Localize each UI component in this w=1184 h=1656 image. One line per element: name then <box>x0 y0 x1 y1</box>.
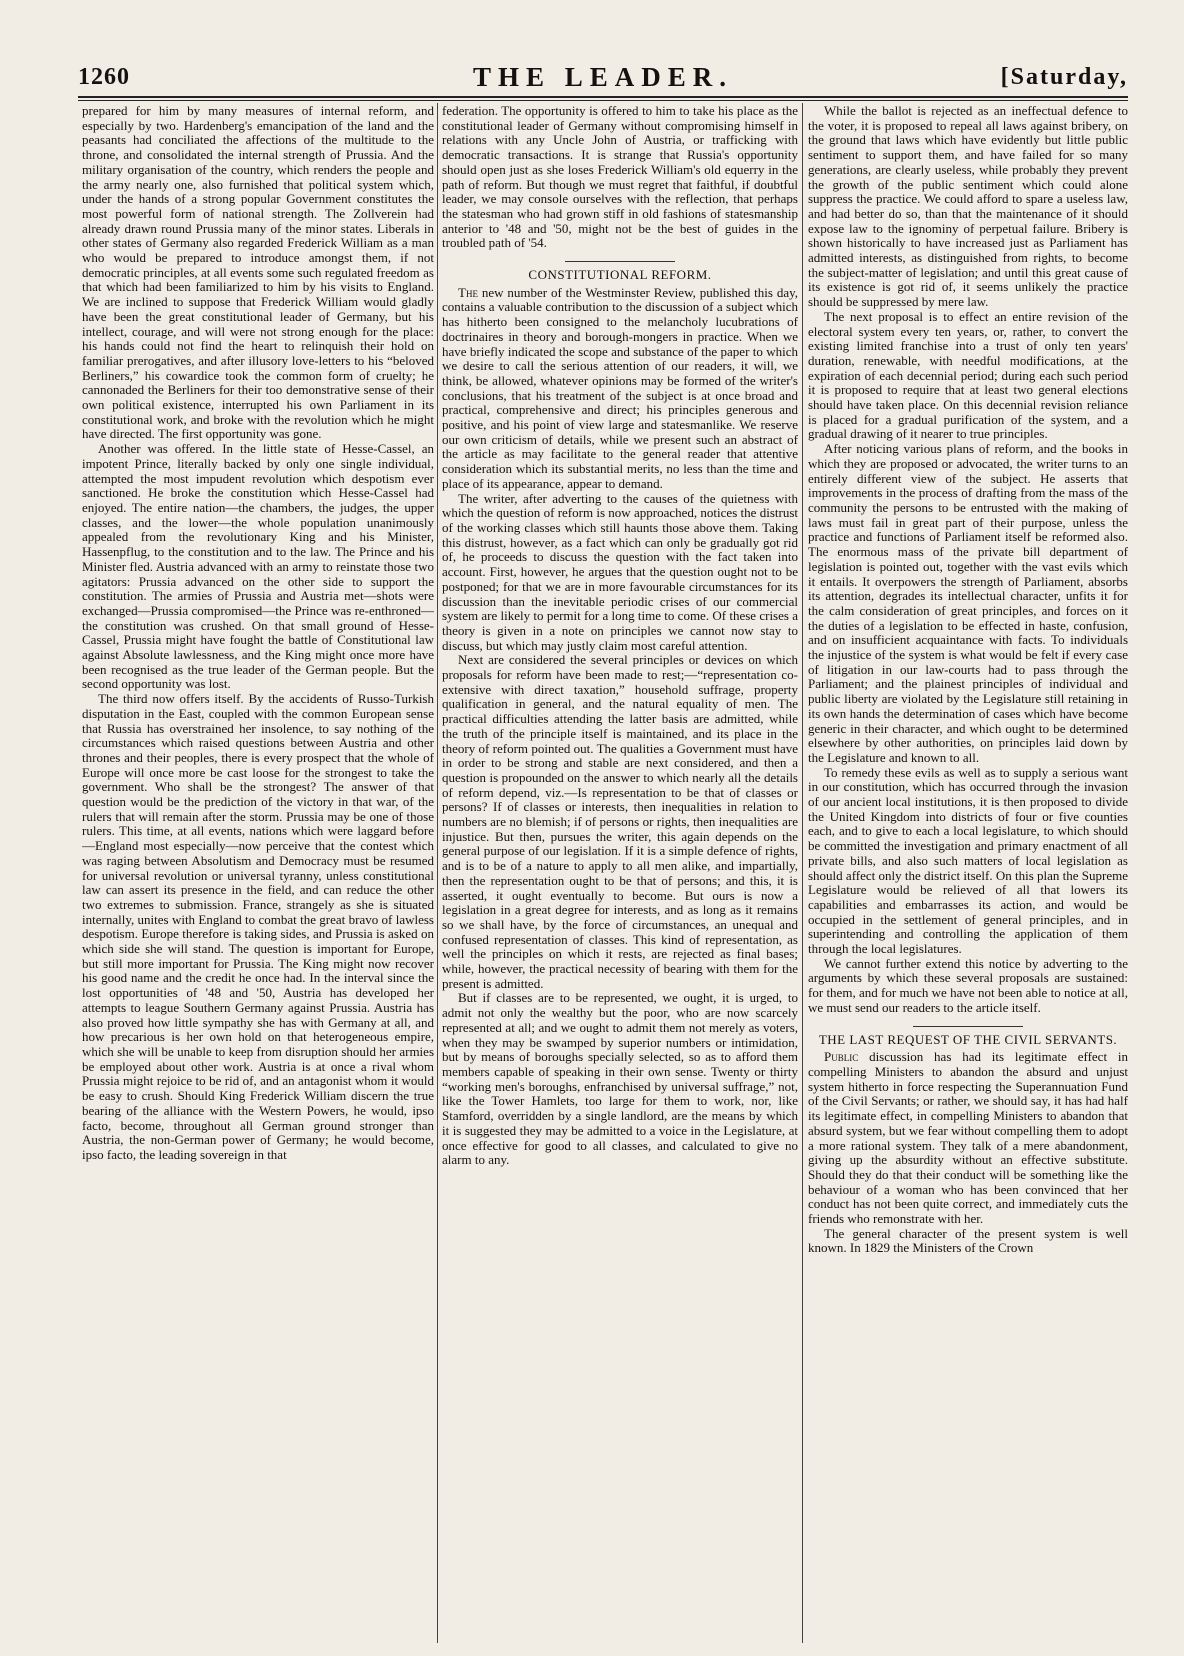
header-rule <box>78 96 1128 98</box>
masthead-title: THE LEADER. <box>472 62 734 92</box>
column-divider <box>437 103 438 1643</box>
paragraph: discussion has had its legitimate effect in compelling Ministers to abandon the absurd and unjust system hitherto in force respecting the Superannuation Fund of the Civil Servants; or rather, we should say, it has had half its legitimate effect, in compelling Ministers to abandon that absurd system, but we fear without compelling them to adopt a more rational system. They talk of a mere abandonment, giving up the absurdity without an effective substitute. Should they do that their conduct will be something like the behaviour of a woman who has been convinced that her conduct has not been quite correct, and immediately cuts the friends who remonstrate with her. <box>808 1049 1128 1227</box>
paragraph: After noticing various plans of reform, and the books in which they are proposed or advocated, the writer turns to an entirely different view of the subject. He asserts that improvements in the process of drafting from the mass of the community the persons to be entrusted with the making of laws must fail in great part of their purpose, unless the practice and functions of Parliament itself be reformed also. The enormous mass of the private bill department of legislation is pointed out, together with the vast evils which it entails. It overpowers the strength of Parliament, absorbs its attention, degrades its intellectual character, unfits it for the calm consideration of great principles, and forces on it the duties of a legislation to be effected in haste, confusion, and on insufficient acquaintance with facts. To individuals the injustice of the system is what would be felt if every case of litigation in our law-courts had to pass through the Parliament; and the plainest principles of individual and public liberty are violated by the Legislature still retaining in its own hands the determination of cases which have become generic in their character, and which ought to be determined elsewhere by other authorities, on principles laid down by the Legislature and known to all. <box>808 441 1128 765</box>
section-divider <box>913 1026 1023 1027</box>
paragraph: The third now offers itself. By the accidents of Russo-Turkish disputation in the East, coupled with the common European sense that Russia has overstrained her insolence, to say nothing of the circumstances which raised questions between Austria and other thrones and their peoples, there is every prospect that the whole of Europe will once more be cast loose for the strongest to take the government. Who shall be the strongest? The answer of that question would be the prediction of the victory in that war, of the rulers that will remain after the storm. Prussia may be one of those rulers. This time, at all events, nations which were laggard before—England most especially—now perceive that the contest which was raging between Absolutism and Democracy must be resumed for universal revolution or universal tyranny, unless constitutional law can assert its presence in the field, and can reduce the other two extremes to submission. France, strangely as she is situated internally, unites with England to combat the great bravo of lawless despotism. Europe therefore is taking sides, and Prussia is asked on which side she will stand. The question is important for Europe, but still more important for Prussia. The King might now recover his good name and the credit he once had. In the interval since the lost opportunities of '48 and '50, Austria has developed her attempts to league Southern Germany against Prussia. Austria has also proved how little sympathy she has with Germany at all, and how precarious is her own hold on that heterogeneous empire, which she will be unable to keep from disruption should her armies be employed about other work. Austria is at once a rival whom Prussia might rejoice to be rid of, and an antagonist whom it would be easy to crush. Should King Frederick William discern the true bearing of the alliance with the Western Powers, he would, ipso facto, become, throughout all German ground stronger than Austria, the non-German power of Germany; he would become, ipso facto, the leading sovereign in that <box>82 691 434 1162</box>
column-3 <box>808 104 1128 1644</box>
lead-word: Public <box>824 1049 859 1065</box>
paragraph: federation. The opportunity is offered to him to take his place as the constitutional leader of Germany without compromising himself in relations with any Uncle John of Austria, or trafficking with democratic transactions. It is strange that Russia's opportunity should open just as she loses Frederick William's old equerry in the path of reform. But though we must regret that faithful, if doubtful leader, we may console ourselves with the reflection, that perhaps the statesman who had grown stiff in old fashions of statesmanship anterior to '48 and '50, might not be the best of guides in the troubled path of '54. <box>442 104 798 251</box>
paragraph: new number of the Westminster Review, published this day, contains a valuable contribution to the discussion of a subject which has hitherto been consigned to the melancholy lucubrations of doctrinaires in theory and borough-mongers in practice. When we have briefly indicated the scope and substance of the paper to which we desire to call the serious attention of our readers, it will, we think, be allowed, whatever opinions may be formed of the writer's conclusions, that his treatment of the subject is at once broad and practical, comprehensive and direct; his principles generous and positive, and his point of view large and statesmanlike. We reserve our own criticism of details, while we present such an abstract of the article as may facilitate to the general reader that attentive consideration which its substantial merits, no less than the time and place of its appearance, appear to demand. <box>442 284 798 491</box>
paragraph: But if classes are to be represented, we ought, it is urged, to admit not only the wealthy but the poor, who are now scarcely represented at all; and we ought to admit them not merely as voters, when they may be swamped by superior numbers or intimidation, but by means of boroughs specially selected, so as to afford them members capable of speaking in their own sense. Twenty or thirty “working men's boroughs, enfranchised by universal suffrage,” not, like the Tower Hamlets, too large for them to work, nor, like Stamford, overridden by a single landlord, are the means by which it is suggested they may be admitted to a voice in the Legislature, at once effective for good to all classes, and calculated to give no alarm to any. <box>442 990 798 1168</box>
page-number: 1260 <box>78 64 130 90</box>
paragraph: We cannot further extend this notice by adverting to the arguments by which these several proposals are sustained: for them, and for much we have not been able to notice at all, we must send our readers to the article itself. <box>808 955 1128 1015</box>
paragraph: Next are considered the several principles or devices on which proposals for reform have been made to rest;—“representation co-extensive with direct taxation,” household suffrage, property qualification in general, and the natural equality of men. The practical difficulties attending the latter basis are admitted, while the truth of the principle itself is maintained, and its place in the theory of reform pointed out. The qualities a Government must have in order to be strong and stable are next considered, and then a question is propounded on the answer to which nearly all the details of reform depend, viz.—Is representation to be that of classes or persons? If of classes or interests, then inequalities in relation to numbers are no blemish; if of persons or rights, then inequalities are injustice. But then, pursues the writer, this again depends on the general purpose of our legislation. If it is a simple defence of rights, and is to be of a nature to apply to all men alike, and impartially, then the representation ought to be that of persons; and this, it is asserted, it ought eventually to become. But ours is now a legislation in a great degree for interests, and as long as it remains so we shall have, by the force of circumstances, an unequal and confused representation of classes. This kind of representation, as well the principles on which it rests, are rejected as final bases; while, however, the practical necessity of bearing with them for the present is admitted. <box>442 652 798 991</box>
paragraph: While the ballot is rejected as an ineffectual defence to the voter, it is proposed to repeal all laws against bribery, on the ground that laws which have evidently but little public sentiment to support them, and have failed for so many generations, are clearly useless, while probably they prevent the growth of the public sentiment which could alone suppress the practice. We could afford to spare a useless law, and had better do so, than that the maintenance of it should expose law to the ignominy of perpetual failure. Bribery is shown historically to have increased just as Parliament has admitted interests, as distinguished from rights, to become the subject-matter of legislation; and until this great cause of its existence is got rid of, it seems unlikely the practice should be suppressed by mere law. <box>808 104 1128 310</box>
section-heading: CONSTITUTIONAL REFORM. <box>528 267 712 283</box>
paragraph: To remedy these evils as well as to supply a serious want in our constitution, which has occurred through the invasion of our ancient local institutions, it is then proposed to divide the United Kingdom into districts of four or five counties each, and to give to each a local legislature, to which should be committed the investigation and primary enactment of all private bills, and also such matters of local legislation as should affect only the district itself. On this plan the Supreme Legislature would be relieved of all that lowers its capabilities and embarrasses its action, and would be occupied in the settlement of general principles, and in superintending and controlling the application of them through the local legislatures. <box>808 764 1128 957</box>
header-rule-thin <box>78 100 1128 101</box>
column-2 <box>442 104 798 1644</box>
section-heading: THE LAST REQUEST OF THE CIVIL SERVANTS. <box>818 1031 1118 1047</box>
paragraph: Another was offered. In the little state of Hesse-Cassel, an impotent Prince, literally backed by only one single individual, attempted the most impudent revolution which despotism ever sanctioned. He broke the constitution which Hesse-Cassel had enjoyed. The entire nation—the chambers, the judges, the upper classes, and the lower—the whole population unanimously appealed from the revolutionary King and his Minister, Hassenpflug, to the constitution and to the law. The Prince and his Minister fled. Austria advanced with an army to reinstate those two agitators: Prussia advanced on the other side to support the constitution. The armies of Prussia and Austria met—shots were exchanged—Prussia compromised—the Prince was re-enthroned—the constitution was crushed. On that small ground of Hesse-Cassel, Prussia might have fought the battle of Constitutional law against Absolute lawlessness, and the King might once more have been recognised as the true leader of the German people. But the second opportunity was lost. <box>82 441 434 692</box>
page-header <box>78 58 1128 98</box>
paragraph: prepared for him by many measures of internal reform, and especially by two. Hardenberg's emancipation of the land and the peasants had conciliated the affections of the multitude to the throne, and consolidated the internal strength of Prussia. And the military organisation of the country, which renders the people and the army nearly one, also furnished that political system which, under the hands of a strong popular Government constitutes the most powerful form of national strength. The Zollverein had already drawn round Prussia many of the minor states. Liberals in other states of Germany also regarded Frederick William as a man who would be prepared to introduce amongst them, if not democratic principles, at all events some such regulated freedom as that which had been familiarized to him by his visits to England. We are inclined to suppose that Frederick William would gladly have been the great constitutional leader of Germany, but his intellect, courage, and will were not strong enough for the place: his hands could not find the heart to relinquish their hold on familiar prerogatives, and after illusory love-letters to his “beloved Berliners,” his cowardice took the common form of cruelty; he cannonaded the Berliners for their too demonstrative sense of their own political existence, interrupted his own Parliament in its constitutional work, and broke with the revolution which he might have directed. The first opportunity was gone. <box>82 104 434 442</box>
column-divider <box>802 103 803 1643</box>
issue-day: [Saturday, <box>1000 64 1128 90</box>
column-1 <box>82 104 434 1644</box>
paragraph: The general character of the present system is well known. In 1829 the Ministers of the Crown <box>808 1225 1128 1256</box>
paragraph: The writer, after adverting to the causes of the quietness with which the question of reform is now approached, notices the distrust of the working classes which still haunts those above them. Taking this distrust, however, as a fact which can only be gradually got rid of, he proceeds to discuss the question with the fact taken into account. First, however, he argues that the question ought not to be postponed; for that we are in more favourable circumstances for its discussion than the inevitable periodic crises of our commercial system are likely to permit for a long time to come. Of these crises a theory is given in a note on principles we cannot now stay to discuss, but which may justly claim most careful attention. <box>442 490 798 653</box>
section-divider <box>565 261 675 262</box>
paragraph: The next proposal is to effect an entire revision of the electoral system every ten years, or, rather, to convert the existing limited franchise into a trust of only ten years' duration, renewable, with needful modifications, at the expiration of each decennial period; during each such period it is proposed to require that at least two general elections should have taken place. On this decennial revision reliance is placed for a gradual purification of the system, and a gradual drawing of it nearer to true principles. <box>808 308 1128 442</box>
lead-word: The <box>458 284 478 300</box>
